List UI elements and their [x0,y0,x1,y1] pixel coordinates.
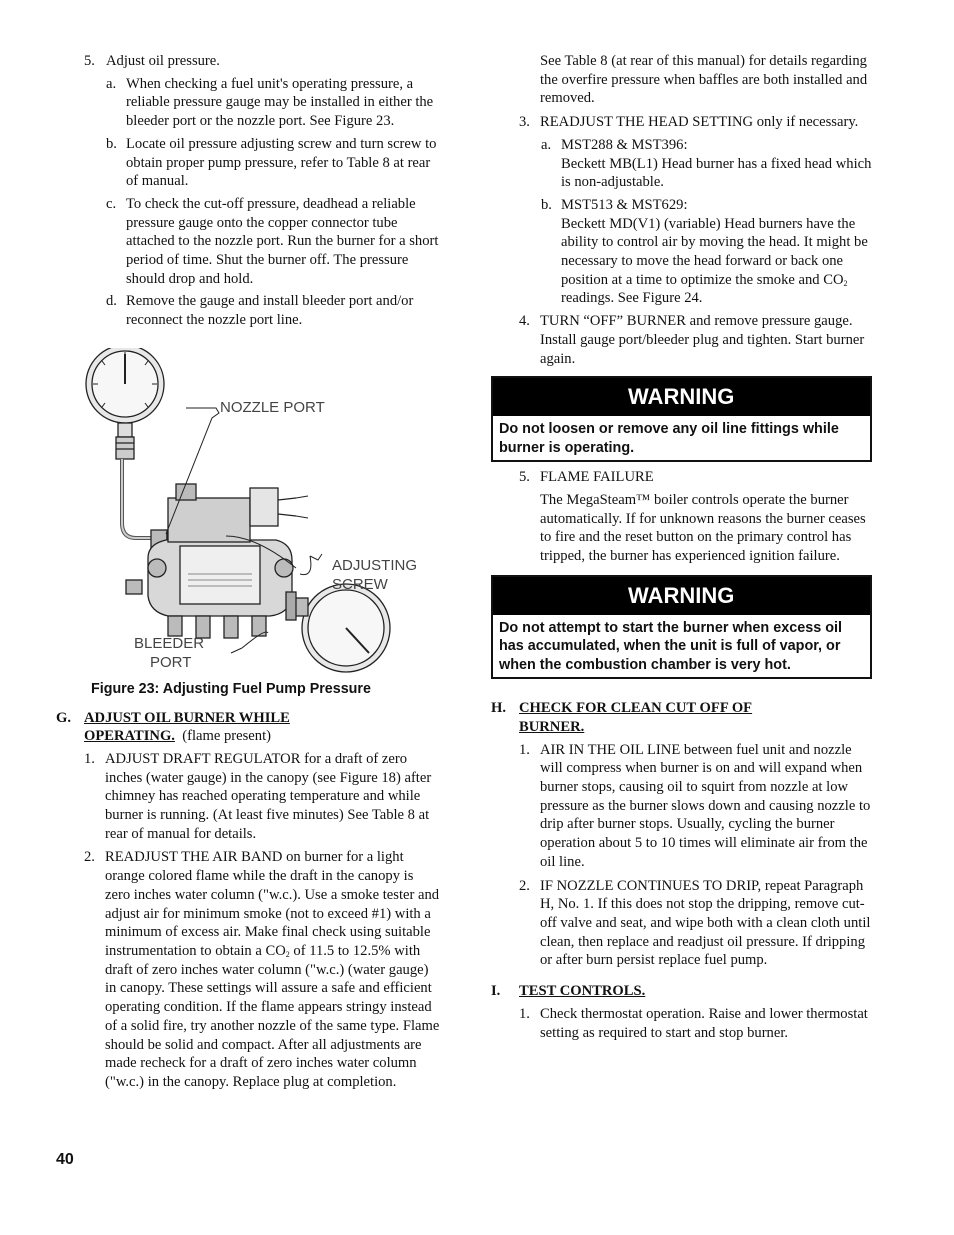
warning-body-2: Do not attempt to start the burner when excess oil has accumulated, when the unit is full of vapor, or when the combustion chamber is very hot. [499,619,843,673]
step-h2: 2. IF NOZZLE CONTINUES TO DRIP, repeat Paragraph H, No. 1. If this does not stop the dripping, remove cut-off valve and seat, and wipe both with a clean cloth until clean, then replace and readjust oil pressure. If dripping or after burn persist replace fuel pump. [519,877,871,969]
warning-header-2: WARNING [493,577,870,615]
label-port: PORT [150,653,192,671]
right-column [491,52,873,1042]
warning-box-2 [491,575,872,680]
section-h-heading: H. CHECK FOR CLEAN CUT OFF OF BURNER. [491,700,753,735]
step-5a: a. When checking a fuel unit's operating pressure, a reliable pressure gauge may be installed in either the bleeder port or the nozzle port. See Figure 23. [106,75,434,130]
label-bleeder: BLEEDER [134,634,205,652]
step-5-flame-failure: 5. FLAME FAILURE The MegaSteam™ boiler controls operate the burner automatically. If for unknown reasons the burner ceases to fire and the reset button on the primary control has tripped, the burner has experienced ignition failure. [519,469,866,565]
step-5: 5. Adjust oil pressure. [56,52,440,71]
step-g1: 1. ADJUST DRAFT REGULATOR for a draft of zero inches (water gauge) in the canopy (see Figure 18) after chimney has reached operating temperature and while burner is running. (At least five minutes) See Table 8 at rear of manual for details. [84,750,432,842]
step-5c: c. To check the cut-off pressure, deadhead a reliable pressure gauge onto the copper connector tube attached to the nozzle port. Run the burner for a short period of time. Shut the burner off. The pressure should drop and hold. [106,195,439,287]
step-5b: b. Locate oil pressure adjusting screw and turn screw to obtain proper pump pressure, refer to Table 8 at rear of manual. [106,135,437,190]
warning-header-1: WARNING [493,378,870,416]
step-5d: d. Remove the gauge and install bleeder port and/or reconnect the nozzle port line. [106,293,414,329]
section-g-heading: G. ADJUST OIL BURNER WHILE OPERATING. (flame present) [56,709,290,745]
step-h1: 1. AIR IN THE OIL LINE between fuel unit and nozzle will compress when burner is on and will expand when burner stops, causing oil to squirt from nozzle at low pressure as the burner slows down and causing nozzle to drip after burner stops. Usually, cycling the burner operation about 5 to 10 times will eliminate air from the oil line. [519,741,871,870]
step-g2: 2. READJUST THE AIR BAND on burner for a light orange colored flame while the draft in the canopy is zero inches water column ("w.c.). Use a smoke tester and adjust air for minimum smoke (not to exceed #1) with a minimum of excess air. Make final check using suitable instrumentation to obtain a $CO_2$ of 11.5 to 12.5% with draft of zero inches water column ("w.c.) (water gauge) in canopy. These settings will assure a safe and efficient operating condition. If the flame appears stringy instead of a solid fire, try another nozzle of the same type. Flame should be solid and compact. After all adjustments are made recheck for a draft of zero inches water column ("w.c.) in the canopy. Replace plug at completion. [84,849,440,1090]
label-adjusting: ADJUSTING [332,556,418,574]
label-screw: SCREW [332,575,388,593]
section-i-heading: I. TEST CONTROLS. [491,983,646,1000]
step-4: 4. TURN “OFF” BURNER and remove pressure gauge. Install gauge port/bleeder plug and tighten. Start burner again. [519,313,865,367]
fuel-pump-figure [56,348,440,678]
overfire-note: See Table 8 (at rear of this manual) for details regarding the overfire pressure when baffles are both installed and removed. [540,53,868,107]
step-3a: a. MST288 & MST396: Beckett MB(L1) Head burner has a fixed head which is non-adjustable. [541,136,872,191]
label-nozzle-port: NOZZLE PORT [220,398,325,416]
fuel-pump-illustration [56,348,440,678]
page-number: 40 [56,1151,74,1168]
step-3b: b. MST513 & MST629: Beckett MD(V1) (variable) Head burners have the ability to control air by moving the head. It might be necessary to move the head forward or back one position at a time to optimize the smoke and $CO_2$ readings. See Figure 24. [541,196,868,307]
step-i1: 1. Check thermostat operation. Raise and lower thermostat setting as required to start and stop burner. [519,1005,868,1041]
warning-body-1: Do not loosen or remove any oil line fittings while burner is operating. [499,421,839,456]
left-column [56,52,440,1092]
warning-box-1 [491,376,872,462]
figure-caption: Figure 23: Adjusting Fuel Pump Pressure [91,680,371,697]
step-3: 3. READJUST THE HEAD SETTING only if necessary. [519,114,859,131]
step-5-text: Adjust oil pressure. [106,53,220,69]
